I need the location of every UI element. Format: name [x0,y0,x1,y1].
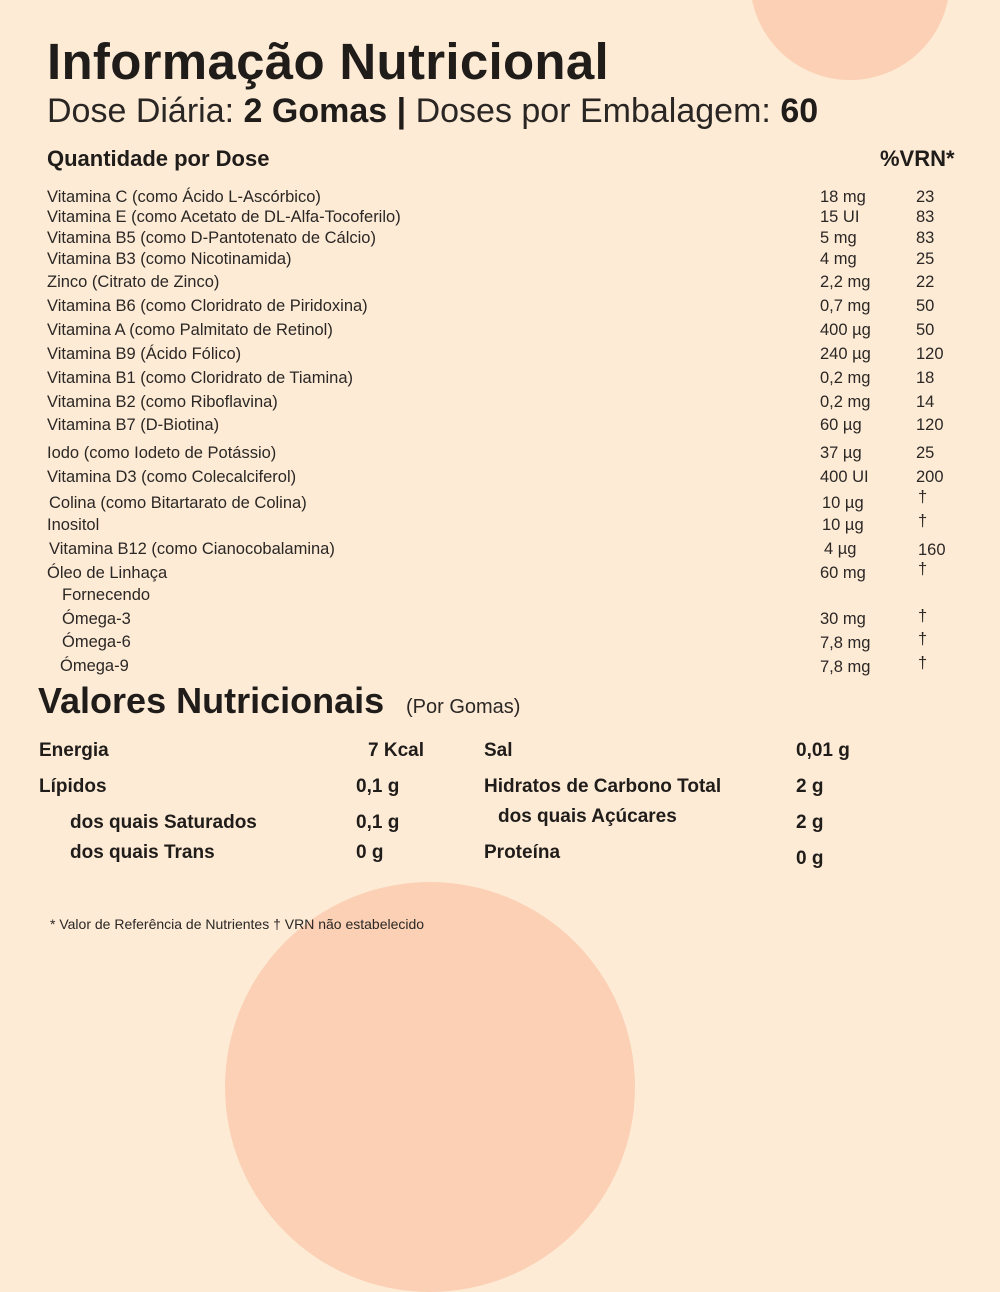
footnote: * Valor de Referência de Nutrientes † VRN não estabelecido [50,916,425,932]
nutrient-name: Vitamina E (como Acetato de DL-Alfa-Tocoferilo) [47,208,401,226]
nutrient-vrn: 120 [916,345,944,363]
nutrition-value: 7 Kcal [368,740,424,761]
nutrient-vrn: 83 [916,229,935,247]
nutrient-vrn: 23 [916,188,935,206]
nutrient-vrn: 22 [916,273,935,291]
nutrient-name: Vitamina B1 (como Cloridrato de Tiamina) [47,369,353,387]
nutrient-name: Vitamina B2 (como Riboflavina) [47,393,278,411]
page-title: Informação Nutricional [47,33,610,90]
nutrient-vrn: 18 [916,369,935,387]
nutrient-vrn: 200 [916,468,944,486]
nutrition-label: Sal [484,740,513,761]
dose-value: 2 Gomas [243,92,388,130]
nutrient-amount: 60 mg [820,564,866,582]
nutrient-name: Óleo de Linhaça [47,564,168,582]
nutrient-name: Vitamina B12 (como Cianocobalamina) [49,540,335,558]
nutrient-amount: 15 UI [820,208,860,226]
nutrient-name: Colina (como Bitartarato de Colina) [49,494,307,512]
nutrient-amount: 2,2 mg [820,273,871,291]
nutrition-value: 0,1 g [356,812,400,833]
decorative-circle-top [750,0,950,80]
nutrition-label: dos quais Trans [70,842,215,863]
nutrient-vrn: 50 [916,297,935,315]
nutrient-vrn: † [918,560,928,578]
nutrient-amount: 0,2 mg [820,369,871,387]
nutrition-label: Energia [39,740,109,761]
nutrition-label: Hidratos de Carbono Total [484,776,722,797]
nutrient-amount: 400 µg [820,321,871,339]
nutrient-name: Vitamina A (como Palmitato de Retinol) [47,321,333,339]
nutrition-label: dos quais Açúcares [498,806,677,827]
nutrition-value: 0,01 g [796,740,850,761]
doses-label: Doses por Embalagem: [415,92,771,130]
nutrient-name: Vitamina B7 (D-Biotina) [47,416,220,434]
subtitle-separator: | [396,92,407,130]
nutrient-name: Inositol [47,516,100,534]
nutrient-vrn: † [918,607,928,625]
nutrition-label: Proteína [484,842,561,863]
nutrient-name: Vitamina B5 (como D-Pantotenato de Cálcio) [47,229,376,247]
nutrient-amount: 5 mg [820,229,857,247]
nutrient-name: Vitamina B3 (como Nicotinamida) [47,250,292,268]
nutrition-values-title: Valores Nutricionais [38,680,385,721]
nutrient-vrn: † [918,488,928,506]
dose-label: Dose Diária: [47,92,235,130]
nutrient-name: Vitamina B9 (Ácido Fólico) [47,345,242,363]
nutrient-name: Vitamina D3 (como Colecalciferol) [47,468,297,486]
nutrient-amount: 10 µg [822,516,864,534]
nutrient-amount: 30 mg [820,610,866,628]
nutrition-label: dos quais Saturados [70,812,257,833]
nutrition-value: 0 g [796,848,824,869]
nutrient-name: Fornecendo [62,586,151,604]
nutrition-value: 2 g [796,812,824,833]
nutrient-vrn: 120 [916,416,944,434]
nutrient-name: Ómega-9 [60,657,129,675]
nutrient-vrn: 25 [916,444,935,462]
doses-value: 60 [780,92,819,130]
nutrition-value: 0,1 g [356,776,400,797]
nutrient-amount: 0,7 mg [820,297,871,315]
vrn-column-header: %VRN* [880,146,955,171]
amount-column-header: Quantidade por Dose [47,146,270,171]
nutrition-label: Lípidos [39,776,107,797]
dose-subtitle [47,92,818,131]
nutrient-vrn: 83 [916,208,935,226]
nutrient-amount: 7,8 mg [820,658,871,676]
nutrient-amount: 4 µg [824,540,857,558]
nutrient-vrn: † [918,630,928,648]
decorative-circle-bottom [225,882,635,1292]
nutrient-vrn: † [918,654,928,672]
nutrition-value: 0 g [356,842,384,863]
nutrient-amount: 37 µg [820,444,862,462]
nutrient-amount: 10 µg [822,494,864,512]
nutrient-amount: 7,8 mg [820,634,871,652]
nutrient-vrn: 14 [916,393,935,411]
nutrient-amount: 60 µg [820,416,862,434]
nutrient-name: Vitamina C (como Ácido L-Ascórbico) [47,188,321,206]
nutrient-amount: 0,2 mg [820,393,871,411]
nutrient-amount: 400 UI [820,468,869,486]
nutrient-amount: 240 µg [820,345,871,363]
nutrient-name: Ómega-6 [62,633,131,651]
nutrient-amount: 18 mg [820,188,866,206]
nutrient-name: Iodo (como Iodeto de Potássio) [47,444,277,462]
nutrient-name: Ómega-3 [62,610,131,628]
nutrient-vrn: 160 [918,541,946,559]
nutrient-vrn: † [918,512,928,530]
nutrient-amount: 4 mg [820,250,857,268]
nutrient-vrn: 50 [916,321,935,339]
nutrient-name: Zinco (Citrato de Zinco) [47,273,220,291]
nutrition-values-note: (Por Gomas) [406,696,521,718]
nutrient-name: Vitamina B6 (como Cloridrato de Piridoxina) [47,297,368,315]
nutrition-value: 2 g [796,776,824,797]
nutrient-vrn: 25 [916,250,935,268]
